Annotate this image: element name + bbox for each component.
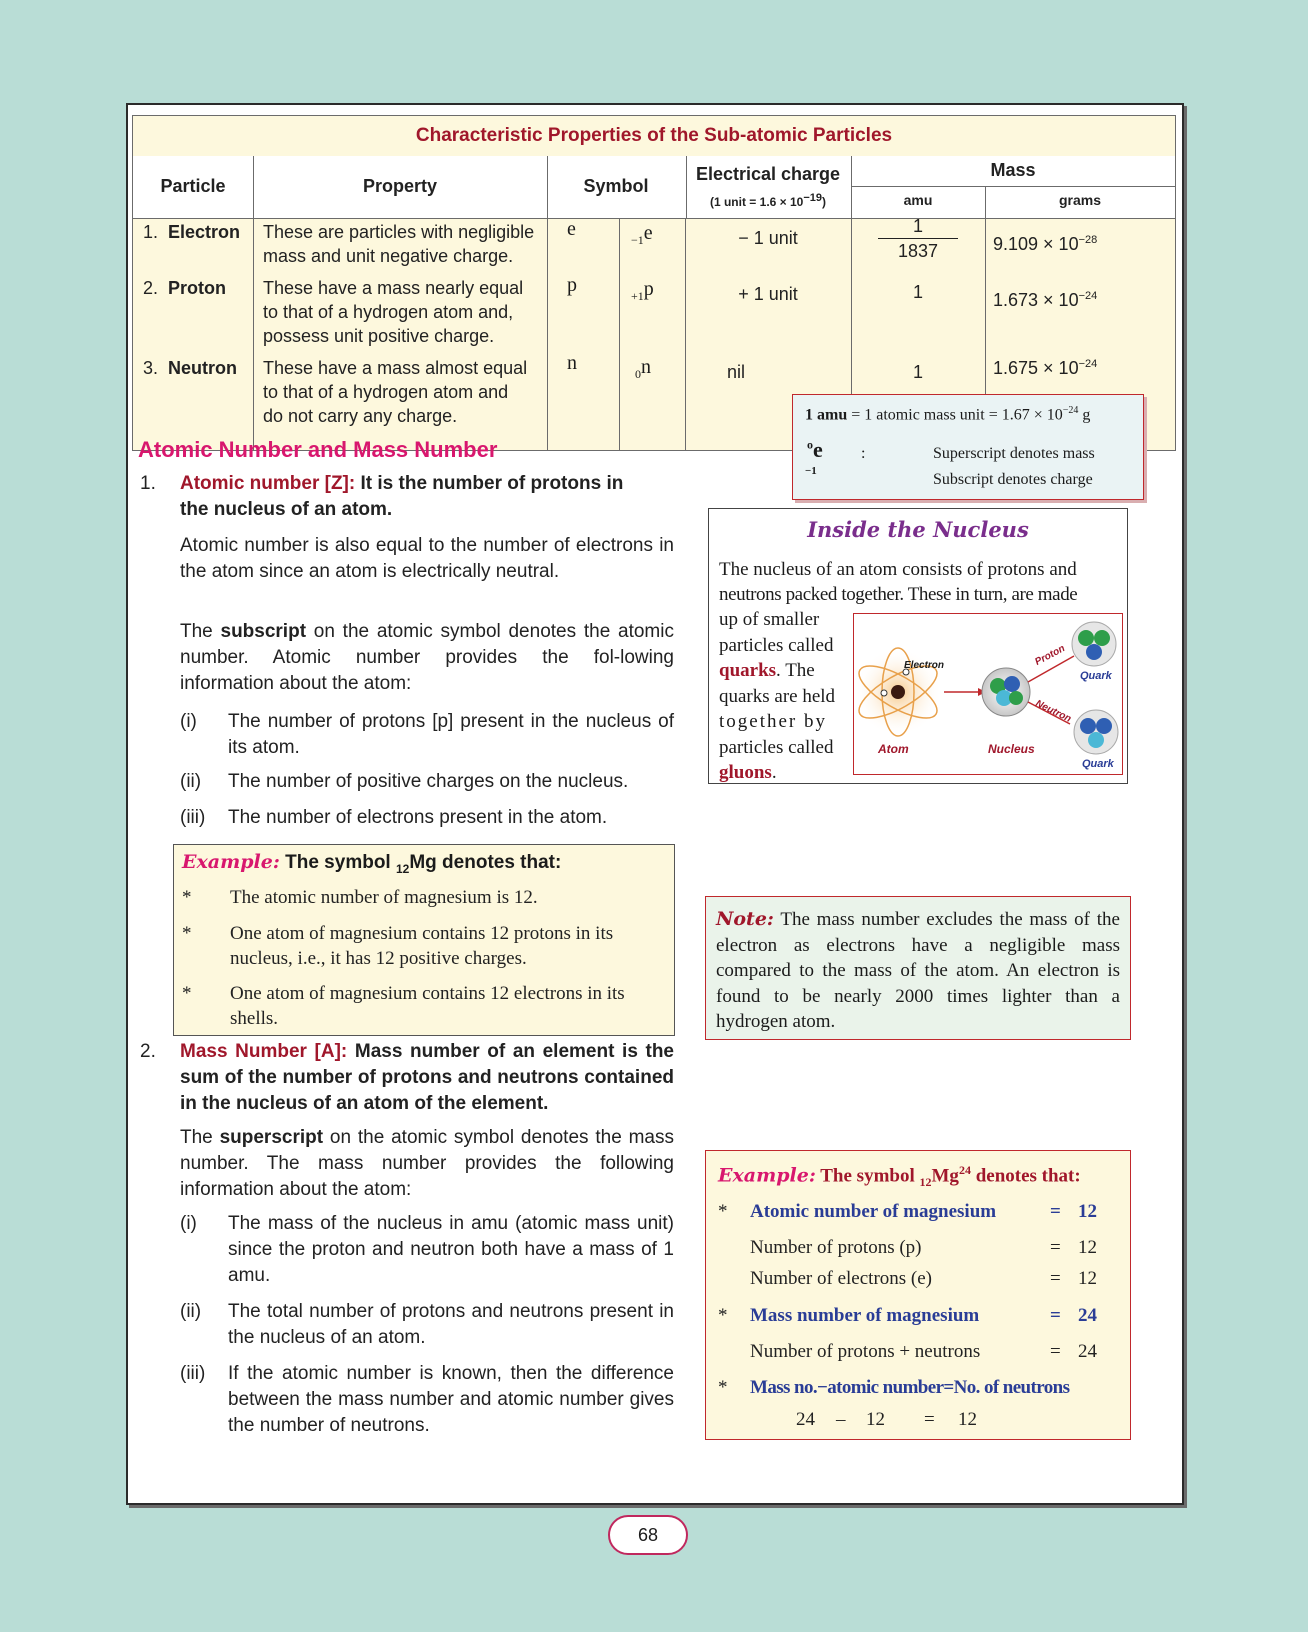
header-charge: Electrical charge — [695, 164, 841, 184]
nucleus-title: Inside the Nucleus — [807, 517, 1029, 542]
row-proton-property: These have a mass nearly equal to that of a hydrogen atom and, possess unit positive charge. — [263, 278, 524, 346]
item-number-2: 2. — [140, 1041, 156, 1062]
ex2-row-1-label: Atomic number of magnesium — [750, 1201, 997, 1222]
ex2-row-3-eq: = — [1050, 1268, 1061, 1289]
an-roman-3: (iii) — [180, 807, 206, 828]
ex2-calc-3: 12 — [866, 1409, 885, 1430]
proton-symbol: p — [567, 274, 577, 296]
ex2-row-4-label: Mass number of magnesium — [750, 1305, 980, 1326]
example-1-bullet-2: One atom of magnesium contains 12 protons in its nucleus, i.e., it has 12 positive charges. — [230, 923, 614, 969]
an-roman-1: (i) — [180, 711, 197, 732]
example-1-bullet-1: The atomic number of magnesium is 12. — [230, 887, 538, 908]
label-quark-2: Quark — [1082, 758, 1114, 770]
e-notation: $^o$e — [807, 437, 823, 462]
label-neutron: Neutron — [1033, 698, 1073, 725]
page-number: 68 — [608, 1515, 688, 1555]
header-amu: amu — [903, 192, 933, 208]
header-symbol: Symbol — [583, 176, 649, 196]
ex2-calc-5: 12 — [958, 1409, 977, 1430]
ex2-calc-1: 24 — [796, 1409, 815, 1430]
atomic-number-para1: Atomic number is also equal to the number of electrons in the atom since an atom is electrically neutral. — [180, 535, 674, 582]
ex2-row-4-val: 24 — [1078, 1305, 1097, 1326]
proton-charge: + 1 unit — [738, 284, 798, 304]
mn-item-2: The total number of protons and neutrons present in the nucleus of an atom. — [228, 1301, 674, 1348]
subscript-note: Subscript denotes charge — [933, 471, 1093, 488]
electron-grams: $9.109 \times 10^{-28}$ — [993, 234, 1098, 254]
proton-notation: $_{+1}$p — [631, 278, 654, 303]
electron-symbol: e — [567, 218, 576, 240]
ex2-row-4-eq: = — [1050, 1305, 1061, 1326]
row-neutron-label: 3. Neutron — [143, 358, 238, 378]
label-electron: Electron — [904, 660, 945, 671]
example-box-2 — [705, 1150, 1131, 1440]
inside-nucleus-box — [708, 508, 1128, 784]
proton-amu: 1 — [912, 282, 923, 302]
example-2-title: Example: The symbol $_{12}Mg^{24}$ denotes that: — [718, 1163, 1081, 1190]
mass-number-para: The superscript on the atomic symbol denotes the mass number. The mass number provides the following information about the atom: — [180, 1127, 674, 1200]
label-atom: Atom — [878, 742, 909, 756]
header-grams: grams — [1058, 192, 1102, 208]
electron-amu: 1 1837 — [851, 214, 985, 263]
neutron-symbol: n — [567, 352, 577, 374]
an-item-3: The number of electrons present in the atom. — [228, 807, 608, 828]
header-mass: Mass — [990, 160, 1036, 180]
bullet-star: * — [718, 1201, 728, 1222]
note-text: Note: The mass number excludes the mass of the electron as electrons have a negligible mass compared to the mass of the atom. An electron is found to be nearly 2000 times lighter than a hydrogen atom. — [716, 908, 1120, 1032]
note-box — [705, 896, 1131, 1040]
example-1-bullet-3: One atom of magnesium contains 12 electrons in its shells. — [230, 983, 625, 1029]
row-electron-property: These are particles with negligible mass and unit negative charge. — [263, 222, 535, 266]
e-notation-sub: −1 — [805, 465, 817, 477]
ex2-row-2-val: 12 — [1078, 1237, 1097, 1258]
bullet-star: * — [718, 1305, 728, 1326]
superscript-note: Superscript denotes mass — [933, 445, 1095, 462]
ex2-row-5-label: Number of protons + neutrons — [750, 1341, 981, 1362]
amu-definition: 1 amu = 1 atomic mass unit = $1.67 \times 10^{-24}$ g — [805, 405, 1091, 424]
an-item-1: The number of protons [p] present in the nucleus of its atom. — [228, 711, 674, 758]
ex2-formula: Mass no.−atomic number=No. of neutrons — [750, 1377, 1070, 1398]
neutron-grams: $1.675 \times 10^{-24}$ — [993, 358, 1098, 378]
label-proton: Proton — [1033, 643, 1067, 668]
example-1-title: Example: The symbol $_{12}$Mg denotes that: — [182, 851, 562, 876]
ex2-row-1-eq: = — [1050, 1201, 1061, 1222]
item-number-1: 1. — [140, 473, 156, 494]
mn-roman-2: (ii) — [180, 1301, 202, 1322]
an-roman-2: (ii) — [180, 771, 202, 792]
atomic-number-definition: Atomic number [Z]: It is the number of protons in the nucleus of an atom. — [180, 473, 624, 520]
bullet-star: * — [718, 1377, 728, 1398]
atomic-number-para2: The subscript on the atomic symbol denotes the atomic number. Atomic number provides the fol-lowing information about the atom: — [180, 621, 674, 694]
bullet-star: * — [182, 983, 192, 1004]
ex2-row-2-eq: = — [1050, 1237, 1061, 1258]
nucleus-text-top: The nucleus of an atom consists of protons and neutrons packed together. These in turn, are made — [719, 559, 1078, 605]
ex2-row-5-val: 24 — [1078, 1341, 1097, 1362]
ex2-row-2-label: Number of protons (p) — [750, 1237, 922, 1258]
row-neutron-property: These have a mass almost equal to that of a hydrogen atom and do not carry any charge. — [263, 358, 528, 426]
amu-colon: : — [861, 445, 866, 462]
nucleus-text-side: up of smaller particles called quarks. The quarks are held together by particles called gluons. — [719, 609, 836, 783]
table-caption: Characteristic Properties of the Sub-atomic Particles — [133, 116, 1175, 157]
mn-roman-1: (i) — [180, 1213, 197, 1234]
neutron-amu: 1 — [912, 362, 923, 382]
electron-notation: $_{-1}$e — [631, 222, 653, 247]
page — [126, 103, 1184, 1505]
ex2-row-3-label: Number of electrons (e) — [750, 1268, 933, 1289]
nucleus-diagram — [853, 613, 1123, 775]
label-quark-1: Quark — [1080, 670, 1112, 682]
amu-note-box — [792, 394, 1144, 500]
atom-nucleus-dot — [891, 685, 905, 699]
mn-roman-3: (iii) — [180, 1363, 206, 1384]
ex2-row-5-eq: = — [1050, 1341, 1061, 1362]
row-proton-label: 2. Proton — [143, 278, 227, 298]
neutron-notation: $_0$n — [635, 356, 651, 381]
example-box-1 — [173, 844, 675, 1036]
ex2-calc-4: = — [924, 1409, 935, 1430]
bullet-star: * — [182, 923, 192, 944]
mass-number-definition: Mass Number [A]: Mass number of an element is the sum of the number of protons and neutrons contained in the nucleus of an atom of the element. — [180, 1041, 674, 1114]
mn-item-1: The mass of the nucleus in amu (atomic mass unit) since the proton and neutron both have a mass of 1 amu. — [228, 1213, 674, 1286]
row-electron-label: 1. Electron — [143, 222, 241, 242]
neutron-charge: nil — [727, 362, 746, 382]
bullet-star: * — [182, 887, 192, 908]
label-nucleus: Nucleus — [988, 742, 1035, 756]
ex2-calc-2: – — [836, 1409, 846, 1430]
ex2-row-3-val: 12 — [1078, 1268, 1097, 1289]
proton-grams: $1.673 \times 10^{-24}$ — [993, 290, 1098, 310]
electron-charge: − 1 unit — [738, 228, 798, 248]
header-particle: Particle — [160, 176, 226, 196]
header-charge-note: (1 unit = $1.6 \times 10^{-19}$) — [709, 192, 827, 209]
an-item-2: The number of positive charges on the nucleus. — [228, 771, 629, 792]
ex2-row-1-val: 12 — [1078, 1201, 1097, 1222]
section-title: Atomic Number and Mass Number — [138, 437, 498, 462]
header-property: Property — [362, 176, 438, 196]
mn-item-3: If the atomic number is known, then the difference between the mass number and atomic number gives the number of neutrons. — [228, 1363, 674, 1436]
